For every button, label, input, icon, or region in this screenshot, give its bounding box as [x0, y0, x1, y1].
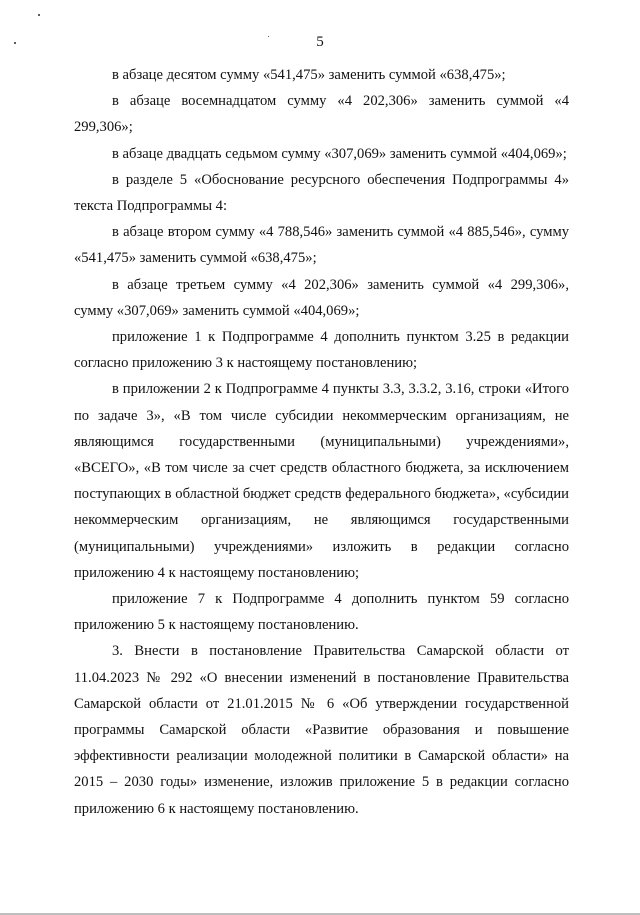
paragraph-8: в приложении 2 к Подпрограмме 4 пункты 3.3, 3.3.2, 3.16, строки «Итого по задаче 3», «В том числе субсидии некоммерческим организациям, не являющимся государственными (муниципальными) учреждениями», «ВСЕГО», «В том числе за счет средств областного бюджета, за исключением поступающих в областной бюджет средств федерального бюджета», «субсидии некоммерческим организациям, не являющимся государственными (муниципальными) учреждениями» изложить в редакции согласно приложению 4 к настоящему постановлению;	[74, 381, 569, 581]
paragraph-9: приложение 7 к Подпрограмме 4 дополнить пунктом 59 согласно приложению 5 к настоящему постановлению.	[74, 591, 569, 634]
paragraph-3: в абзаце двадцать седьмом сумму «307,069» заменить суммой «404,069»;	[112, 145, 567, 162]
paragraph-5: в абзаце втором сумму «4 788,546» заменить суммой «4 885,546», сумму «541,475» заменить суммой «638,475»;	[74, 224, 569, 267]
paragraph-10: 3. Внести в постановление Правительства Самарской области от 11.04.2023 № 292 «О внесении изменений в постановление Правительства Самарской области от 21.01.2015 № 6 «Об утверждении государственной программы Самарской области «Развитие образования и повышение эффективности реализации молодежной политики в Самарской области» на 2015 – 2030 годы» изменение, изложив приложение 5 в редакции согласно приложению 6 к настоящему постановлению.	[74, 643, 569, 817]
paragraph-7: приложение 1 к Подпрограмме 4 дополнить пунктом 3.25 в редакции согласно приложению 3 к настоящему постановлению;	[74, 329, 569, 372]
scan-dot-top-left	[38, 14, 40, 16]
document-body	[74, 62, 569, 822]
paragraph-6: в абзаце третьем сумму «4 202,306» заменить суммой «4 299,306», сумму «307,069» заменить суммой «404,069»;	[74, 276, 569, 319]
paragraph-2: в абзаце восемнадцатом сумму «4 202,306» заменить суммой «4 299,306»;	[74, 93, 569, 136]
paragraph-4: в разделе 5 «Обоснование ресурсного обеспечения Подпрограммы 4» текста Подпрограммы 4:	[74, 171, 569, 215]
page-number: 5	[316, 34, 324, 50]
paragraph-1: в абзаце десятом сумму «541,475» заменить суммой «638,475»;	[112, 67, 506, 83]
